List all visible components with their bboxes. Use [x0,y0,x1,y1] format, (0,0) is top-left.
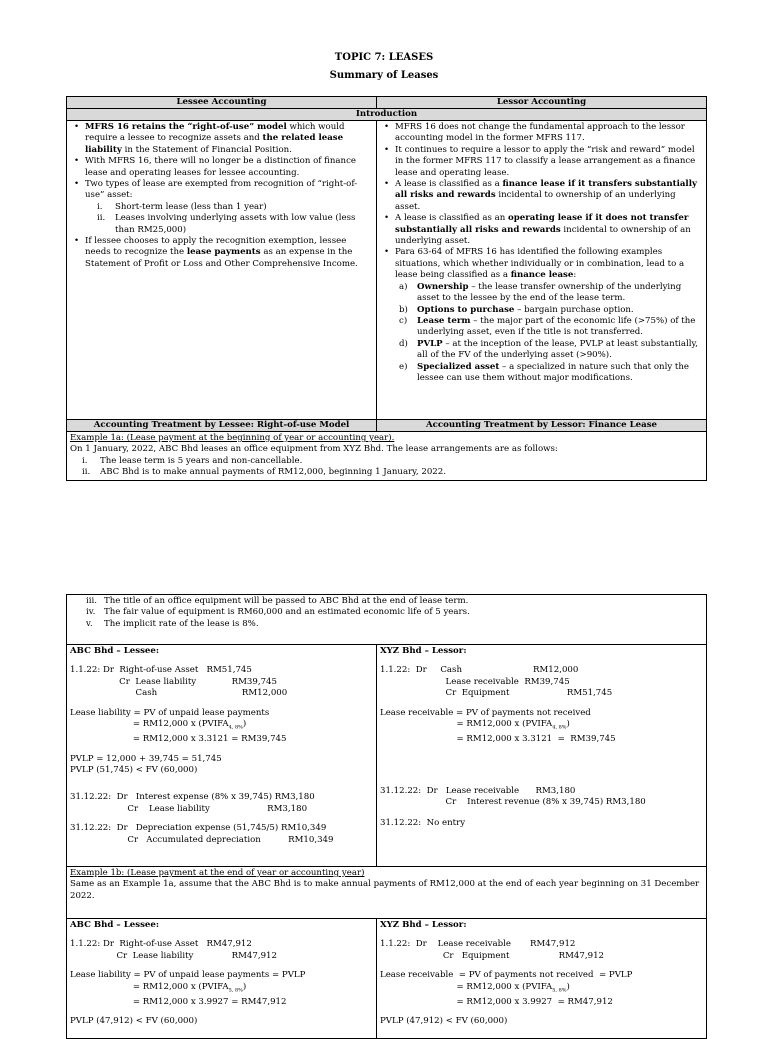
pvlp-calculation: PVLP (47,912) < FV (60,000) [380,1016,508,1027]
lessor-heading: XYZ Bhd – Lessor: [380,920,467,930]
journal-entry: 31.12.22: No entry [380,818,466,829]
lessor-heading: XYZ Bhd – Lessor: [380,646,467,656]
example-1a-cell [67,432,707,481]
lessee-bullet: • MFRS 16 retains the “right-of-use” model which would require a lessee to recognize assets and the related lease liability in the Statement of Financial Position. [85,122,373,156]
lessor-bullet: • MFRS 16 does not change the fundamental approach to the lessor accounting model in the former MFRS 117. [395,122,703,145]
lessor-entries-1a [377,645,707,867]
list-item: a) Ownership – the lease transfer ownership of the underlying asset to the lessee by the end of the lease term. [399,281,682,304]
lessee-heading: ABC Bhd – Lessee: [70,646,160,656]
pvlp-calculation: PVLP = 12,000 + 39,745 = 51,745 PVLP (51,745) < FV (60,000) [70,753,222,775]
list-item: i. Short-term lease (less than 1 year) [97,201,267,212]
lessor-bullet: • It continues to require a lessor to apply the “risk and reward” model in the former MFRS 117 to classify a lease arrangement as a finance lease and operating lease. [395,145,703,179]
lessee-entries-1b [67,919,377,1039]
example-table [66,594,707,1039]
lessor-intro-cell [377,121,707,420]
journal-entry: 31.12.22: Dr Lease receivable RM3,180 Cr Interest revenue (8% x 39,745) RM3,180 [380,785,646,807]
lessor-bullet: • A lease is classified as an operating lease if it does not transfer substantially all risks and rewards incidental to ownership of an underlying asset. [395,213,703,247]
example-1b-text: Same as an Example 1a, assume that the ABC Bhd is to make annual payments of RM12,000 at the end of each year beginning on 31 December 2022. [70,879,700,901]
lessor-bullet: • A lease is classified as a finance lease if it transfers substantially all risks and rewards incidental to ownership of an underlying asset. [395,179,703,213]
lessee-entries-1a [67,645,377,867]
lessee-intro-cell [67,121,377,420]
pv-calculation: Lease liability = PV of unpaid lease payments = PVLP = RM12,000 x $(PVIFA_{5, 8\%})$ = RM12,000 x 3.9927 = RM47,912 [70,970,306,1007]
lessee-heading: ABC Bhd – Lessee: [70,920,160,930]
example-1a-text: On 1 January, 2022, ABC Bhd leases an office equipment from XYZ Bhd. The lease arrangements are as follows: [70,444,558,455]
list-item: ii. Leases involving underlying assets with low value (less than RM25,000) [97,213,356,235]
pvlp-calculation: PVLP (47,912) < FV (60,000) [70,1016,198,1027]
treatment-header-lessor: Accounting Treatment by Lessor: Finance Lease [377,420,707,432]
lessee-bullet: • Two types of lease are exempted from recognition of “right-of-use” asset: i. Short-term lease (less than 1 year) ii. Leases involving underlying assets with low value (less than RM25,000) [85,179,373,236]
journal-entry: 1.1.22: Dr Right-of-use Asset RM47,912 Cr Lease liability RM47,912 [70,939,277,961]
journal-entry: 1.1.22: Dr Right-of-use Asset RM51,745 Cr Lease liability RM39,745 Cash RM12,000 [70,665,288,699]
journal-entry: 31.12.22: Dr Depreciation expense (51,745/5) RM10,349 Cr Accumulated depreciation RM10,349 [70,823,334,845]
pv-calculation: Lease liability = PV of unpaid lease payments = RM12,000 x $(PVIFA_{4, 8\%})$ = RM12,000 x 3.3121 = RM39,745 [70,707,287,745]
section-introduction: Introduction [67,109,707,121]
example-1a-title: Example 1a: (Lease payment at the beginning of year or accounting year). [70,433,395,443]
document-title: TOPIC 7: LEASES [334,52,434,63]
treatment-header-lessee: Accounting Treatment by Lessee: Right-of-use Model [67,420,377,432]
example-1a-continued [67,595,707,645]
journal-entry: 1.1.22: Dr Lease receivable RM47,912 Cr Equipment RM47,912 [380,939,604,961]
list-item: ii. ABC Bhd is to make annual payments of RM12,000, beginning 1 January, 2022. [82,467,446,478]
document-subtitle: Summary of Leases [329,70,439,81]
list-item: iii. The title of an office equipment will be passed to ABC Bhd at the end of lease term. [86,596,469,606]
col-header-lessor: Lessor Accounting [377,97,707,109]
list-item: d) PVLP – at the inception of the lease, PVLP at least substantially, all of the FV of the underlying asset (>90%). [399,338,698,361]
col-header-lessee: Lessee Accounting [67,97,377,109]
pv-calculation: Lease receivable = PV of payments not received = RM12,000 x $(PVIFA_{4, 8\%})$ = RM12,000 x 3.3121 = RM39,745 [380,707,616,745]
list-item: iv. The fair value of equipment is RM60,000 and an estimated economic life of 5 years. [86,607,470,618]
list-item: c) Lease term – the major part of the economic life (>75%) of the underlying asset, even if the title is not transferred. [399,315,696,338]
example-1b-cell [67,867,707,919]
journal-entry: 31.12.22: Dr Interest expense (8% x 39,745) RM3,180 Cr Lease liability RM3,180 [70,792,315,814]
list-item: i. The lease term is 5 years and non-cancellable. [82,455,303,466]
list-item: v. The implicit rate of the lease is 8%. [86,618,259,629]
list-item: e) Specialized asset – a specialized in nature such that only the lessee can use them without major modifications. [399,361,689,383]
lessee-bullet: • With MFRS 16, there will no longer be a distinction of finance lease and operating leases for lessee accounting. [85,156,373,179]
lessor-entries-1b [377,919,707,1039]
lessor-bullet: • Para 63-64 of MFRS 16 has identified the following examples situations, which whether individually or in combination, lead to a lease being classified as a finance lease: a) Ownership – the lease transfer ownership of the underlying asset to the lessee by the end of the lease term. b) Options to purchase – bargain purchase option. c) Lease term – the major part of the economic life (>75%) of the underlying asset, even if the title is not transferred. d) PVLP – at the inception of the lease, PVLP at least substantially, all of the FV of the underlying asset (>90%). e) Specialized asset – a specialized in nature such that only the lessee can use them without major modifications. [395,247,703,384]
lessee-bullet: • If lessee chooses to apply the recognition exemption, lessee needs to recognize the lease payments as an expense in the Statement of Profit or Loss and Other Comprehensive Income. [85,236,373,270]
journal-entry: 1.1.22: Dr Cash RM12,000 Lease receivable RM39,745 Cr Equipment RM51,745 [380,665,613,699]
pv-calculation: Lease receivable = PV of payments not received = PVLP = RM12,000 x $(PVIFA_{5, 8\%})$ = RM12,000 x 3.9927 = RM47,912 [380,970,633,1007]
list-item: b) Options to purchase – bargain purchase option. [399,304,634,315]
summary-table [66,96,707,481]
example-1b-title: Example 1b: (Lease payment at the end of year or accounting year) [70,868,365,878]
